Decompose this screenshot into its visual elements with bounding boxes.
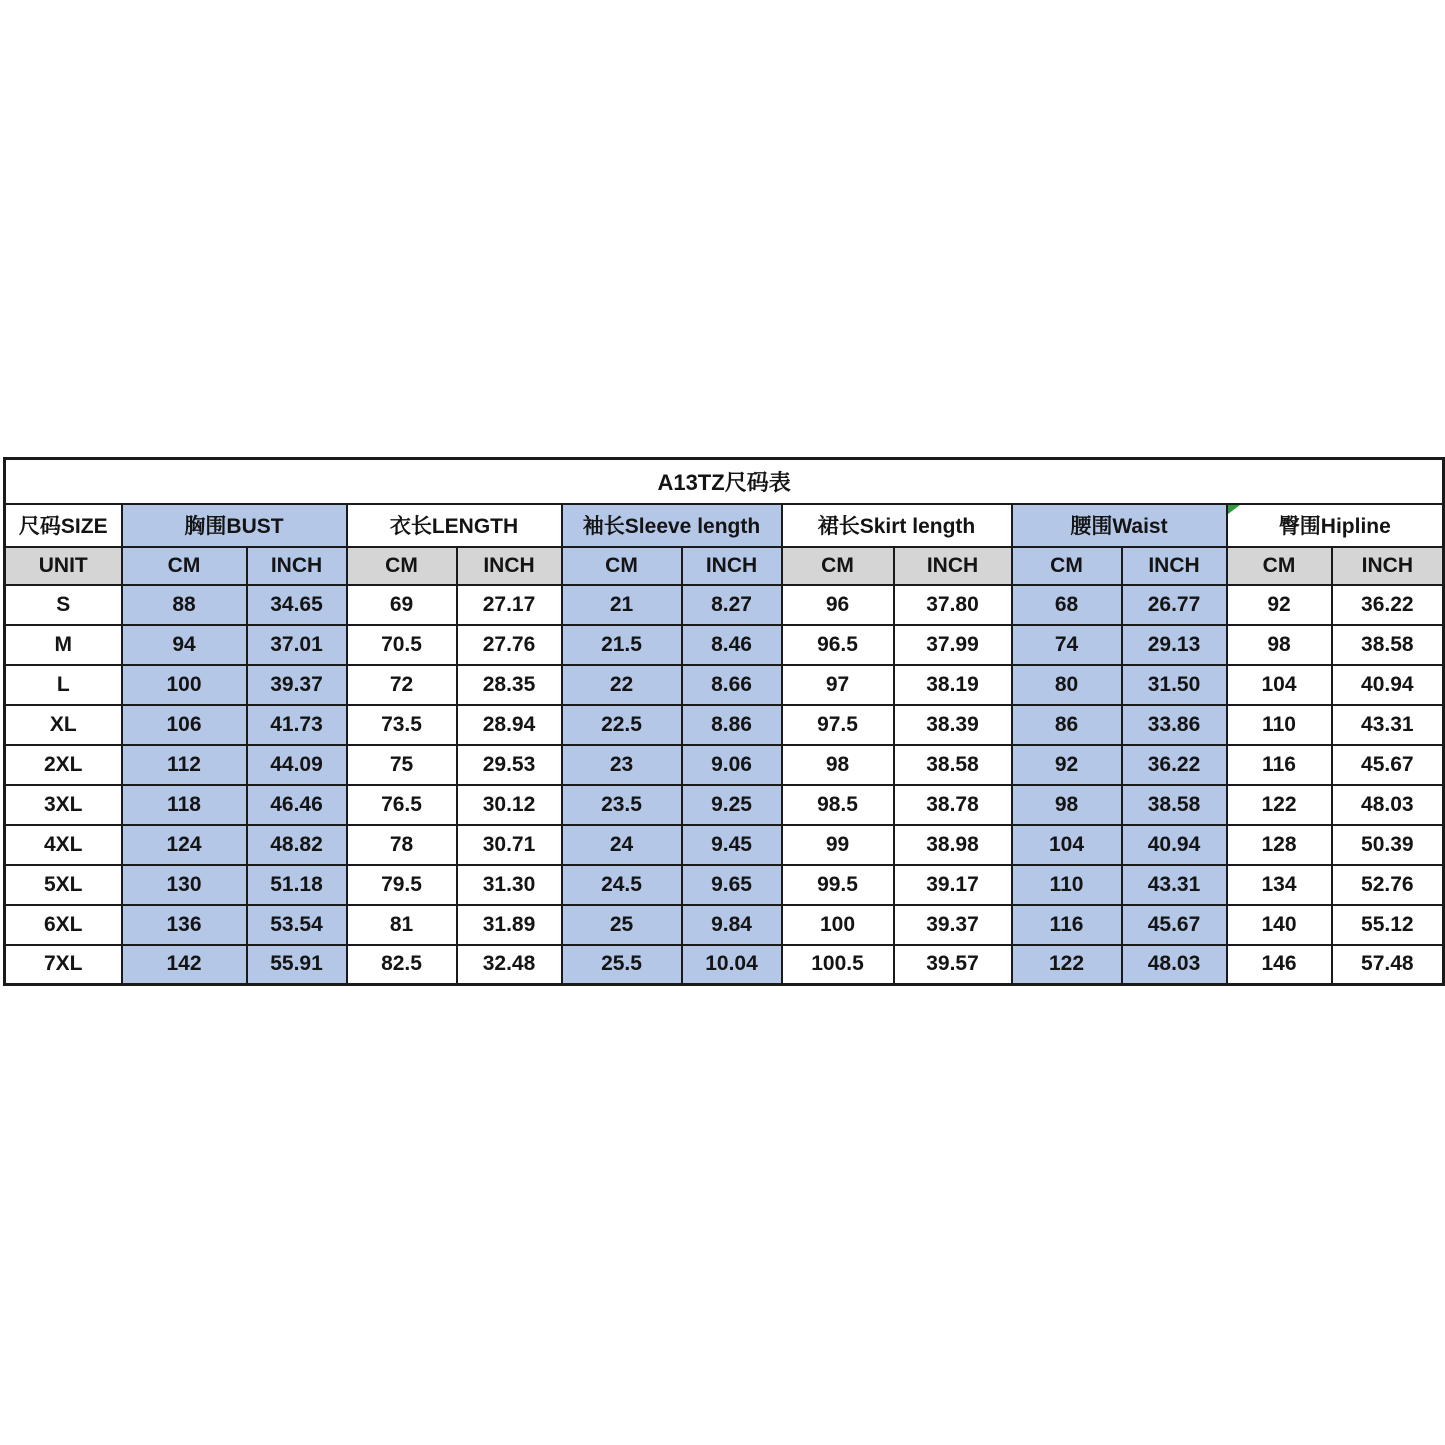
value-cell: 48.03 xyxy=(1332,785,1444,825)
size-cell: 5XL xyxy=(5,865,122,905)
value-cell: 43.31 xyxy=(1332,705,1444,745)
size-chart-table xyxy=(3,457,1445,986)
value-cell: 24 xyxy=(562,825,682,865)
value-cell: 128 xyxy=(1227,825,1332,865)
header-skirt-length: 裙长Skirt length xyxy=(782,504,1012,547)
value-cell: 122 xyxy=(1012,945,1122,985)
header-sleeve-length: 袖长Sleeve length xyxy=(562,504,782,547)
value-cell: 21.5 xyxy=(562,625,682,665)
value-cell: 38.39 xyxy=(894,705,1012,745)
value-cell: 9.06 xyxy=(682,745,782,785)
value-cell: 25 xyxy=(562,905,682,945)
value-cell: 53.54 xyxy=(247,905,347,945)
unit-cell-skirt-inch: INCH xyxy=(894,547,1012,585)
value-cell: 57.48 xyxy=(1332,945,1444,985)
value-cell: 28.94 xyxy=(457,705,562,745)
value-cell: 69 xyxy=(347,585,457,625)
value-cell: 52.76 xyxy=(1332,865,1444,905)
value-cell: 50.39 xyxy=(1332,825,1444,865)
value-cell: 22 xyxy=(562,665,682,705)
value-cell: 116 xyxy=(1012,905,1122,945)
value-cell: 38.98 xyxy=(894,825,1012,865)
value-cell: 8.46 xyxy=(682,625,782,665)
value-cell: 31.89 xyxy=(457,905,562,945)
value-cell: 38.78 xyxy=(894,785,1012,825)
value-cell: 23.5 xyxy=(562,785,682,825)
value-cell: 97.5 xyxy=(782,705,894,745)
value-cell: 51.18 xyxy=(247,865,347,905)
value-cell: 9.25 xyxy=(682,785,782,825)
value-cell: 8.27 xyxy=(682,585,782,625)
value-cell: 96.5 xyxy=(782,625,894,665)
title-row xyxy=(5,459,1444,504)
table-row xyxy=(5,705,1444,745)
value-cell: 98.5 xyxy=(782,785,894,825)
value-cell: 30.71 xyxy=(457,825,562,865)
value-cell: 92 xyxy=(1227,585,1332,625)
value-cell: 45.67 xyxy=(1332,745,1444,785)
value-cell: 26.77 xyxy=(1122,585,1227,625)
value-cell: 38.58 xyxy=(1332,625,1444,665)
value-cell: 118 xyxy=(122,785,247,825)
value-cell: 28.35 xyxy=(457,665,562,705)
value-cell: 39.37 xyxy=(894,905,1012,945)
header-waist: 腰围Waist xyxy=(1012,504,1227,547)
value-cell: 36.22 xyxy=(1332,585,1444,625)
value-cell: 38.58 xyxy=(1122,785,1227,825)
value-cell: 110 xyxy=(1227,705,1332,745)
value-cell: 48.82 xyxy=(247,825,347,865)
table-row xyxy=(5,785,1444,825)
value-cell: 9.84 xyxy=(682,905,782,945)
value-cell: 98 xyxy=(1227,625,1332,665)
unit-cell-waist-cm: CM xyxy=(1012,547,1122,585)
value-cell: 82.5 xyxy=(347,945,457,985)
value-cell: 37.01 xyxy=(247,625,347,665)
value-cell: 48.03 xyxy=(1122,945,1227,985)
value-cell: 74 xyxy=(1012,625,1122,665)
header-hipline xyxy=(1227,504,1444,547)
value-cell: 104 xyxy=(1012,825,1122,865)
value-cell: 10.04 xyxy=(682,945,782,985)
value-cell: 27.76 xyxy=(457,625,562,665)
unit-cell-waist-inch: INCH xyxy=(1122,547,1227,585)
size-cell: XL xyxy=(5,705,122,745)
value-cell: 130 xyxy=(122,865,247,905)
size-cell: 3XL xyxy=(5,785,122,825)
value-cell: 31.30 xyxy=(457,865,562,905)
size-cell: 7XL xyxy=(5,945,122,985)
value-cell: 33.86 xyxy=(1122,705,1227,745)
value-cell: 55.91 xyxy=(247,945,347,985)
value-cell: 100 xyxy=(122,665,247,705)
unit-cell-sleeve-inch: INCH xyxy=(682,547,782,585)
value-cell: 97 xyxy=(782,665,894,705)
value-cell: 80 xyxy=(1012,665,1122,705)
value-cell: 36.22 xyxy=(1122,745,1227,785)
value-cell: 31.50 xyxy=(1122,665,1227,705)
value-cell: 38.58 xyxy=(894,745,1012,785)
value-cell: 78 xyxy=(347,825,457,865)
unit-cell-hipline-cm: CM xyxy=(1227,547,1332,585)
table-row xyxy=(5,745,1444,785)
value-cell: 39.37 xyxy=(247,665,347,705)
value-cell: 106 xyxy=(122,705,247,745)
value-cell: 24.5 xyxy=(562,865,682,905)
size-cell: L xyxy=(5,665,122,705)
value-cell: 23 xyxy=(562,745,682,785)
header-bust: 胸围BUST xyxy=(122,504,347,547)
unit-cell-bust-inch: INCH xyxy=(247,547,347,585)
value-cell: 110 xyxy=(1012,865,1122,905)
unit-cell-hipline-inch: INCH xyxy=(1332,547,1444,585)
unit-cell-sleeve-cm: CM xyxy=(562,547,682,585)
unit-cell-length-cm: CM xyxy=(347,547,457,585)
value-cell: 39.17 xyxy=(894,865,1012,905)
value-cell: 46.46 xyxy=(247,785,347,825)
unit-label-cell: UNIT xyxy=(5,547,122,585)
value-cell: 55.12 xyxy=(1332,905,1444,945)
unit-row xyxy=(5,547,1444,585)
value-cell: 134 xyxy=(1227,865,1332,905)
value-cell: 41.73 xyxy=(247,705,347,745)
value-cell: 29.53 xyxy=(457,745,562,785)
value-cell: 86 xyxy=(1012,705,1122,745)
unit-cell-skirt-cm: CM xyxy=(782,547,894,585)
table-row xyxy=(5,945,1444,985)
value-cell: 88 xyxy=(122,585,247,625)
value-cell: 22.5 xyxy=(562,705,682,745)
value-cell: 116 xyxy=(1227,745,1332,785)
value-cell: 98 xyxy=(1012,785,1122,825)
value-cell: 99 xyxy=(782,825,894,865)
value-cell: 100 xyxy=(782,905,894,945)
table-row xyxy=(5,865,1444,905)
value-cell: 99.5 xyxy=(782,865,894,905)
value-cell: 8.66 xyxy=(682,665,782,705)
value-cell: 136 xyxy=(122,905,247,945)
header-row xyxy=(5,504,1444,547)
value-cell: 27.17 xyxy=(457,585,562,625)
value-cell: 81 xyxy=(347,905,457,945)
table-row xyxy=(5,625,1444,665)
table-title: A13TZ尺码表 xyxy=(5,459,1444,504)
value-cell: 21 xyxy=(562,585,682,625)
value-cell: 124 xyxy=(122,825,247,865)
value-cell: 25.5 xyxy=(562,945,682,985)
value-cell: 122 xyxy=(1227,785,1332,825)
table-body xyxy=(5,585,1444,985)
value-cell: 38.19 xyxy=(894,665,1012,705)
value-cell: 40.94 xyxy=(1332,665,1444,705)
value-cell: 9.45 xyxy=(682,825,782,865)
unit-cell-bust-cm: CM xyxy=(122,547,247,585)
table-row xyxy=(5,665,1444,705)
value-cell: 76.5 xyxy=(347,785,457,825)
value-cell: 146 xyxy=(1227,945,1332,985)
header-hipline-label: 臀围Hipline xyxy=(1278,515,1391,538)
value-cell: 79.5 xyxy=(347,865,457,905)
size-cell: M xyxy=(5,625,122,665)
size-cell: S xyxy=(5,585,122,625)
value-cell: 37.80 xyxy=(894,585,1012,625)
value-cell: 34.65 xyxy=(247,585,347,625)
value-cell: 112 xyxy=(122,745,247,785)
value-cell: 96 xyxy=(782,585,894,625)
value-cell: 73.5 xyxy=(347,705,457,745)
value-cell: 37.99 xyxy=(894,625,1012,665)
value-cell: 30.12 xyxy=(457,785,562,825)
value-cell: 94 xyxy=(122,625,247,665)
value-cell: 29.13 xyxy=(1122,625,1227,665)
value-cell: 98 xyxy=(782,745,894,785)
value-cell: 9.65 xyxy=(682,865,782,905)
value-cell: 32.48 xyxy=(457,945,562,985)
unit-cell-length-inch: INCH xyxy=(457,547,562,585)
value-cell: 92 xyxy=(1012,745,1122,785)
value-cell: 40.94 xyxy=(1122,825,1227,865)
value-cell: 70.5 xyxy=(347,625,457,665)
table-row xyxy=(5,585,1444,625)
table-row xyxy=(5,905,1444,945)
value-cell: 100.5 xyxy=(782,945,894,985)
value-cell: 142 xyxy=(122,945,247,985)
value-cell: 44.09 xyxy=(247,745,347,785)
value-cell: 75 xyxy=(347,745,457,785)
size-cell: 6XL xyxy=(5,905,122,945)
green-corner-marker-icon xyxy=(1228,505,1240,514)
value-cell: 43.31 xyxy=(1122,865,1227,905)
header-length: 衣长LENGTH xyxy=(347,504,562,547)
value-cell: 39.57 xyxy=(894,945,1012,985)
value-cell: 104 xyxy=(1227,665,1332,705)
value-cell: 8.86 xyxy=(682,705,782,745)
size-cell: 4XL xyxy=(5,825,122,865)
value-cell: 68 xyxy=(1012,585,1122,625)
value-cell: 72 xyxy=(347,665,457,705)
table-row xyxy=(5,825,1444,865)
value-cell: 140 xyxy=(1227,905,1332,945)
size-cell: 2XL xyxy=(5,745,122,785)
header-size: 尺码SIZE xyxy=(5,504,122,547)
value-cell: 45.67 xyxy=(1122,905,1227,945)
